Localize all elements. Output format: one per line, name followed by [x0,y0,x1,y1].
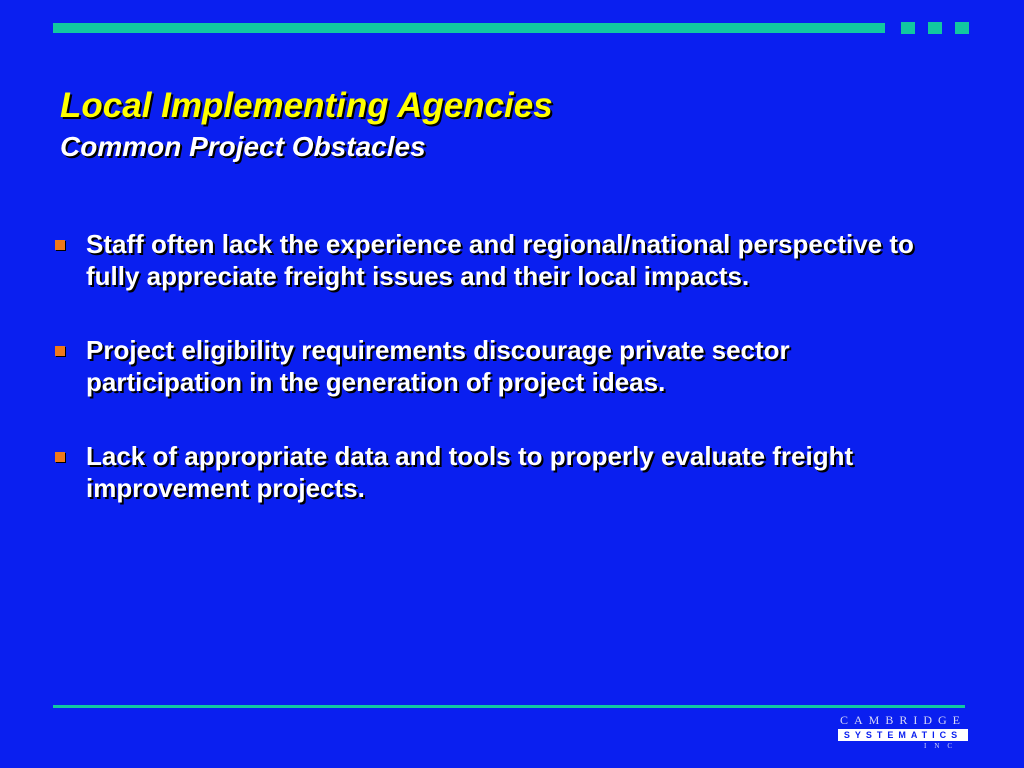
cambridge-systematics-logo [838,714,968,754]
bullet-text: Staff often lack the experience and regional/national perspective to fully appreciate freight issues and their local impacts. [86,229,914,291]
bottom-accent-bar [53,705,965,708]
square-bullet-icon [55,346,65,356]
bullet-item [55,228,935,292]
logo-wordmark-middle: SYSTEMATICS [838,729,968,741]
top-accent-square [901,22,915,34]
slide-subtitle: Common Project Obstacles [60,131,426,162]
logo-wordmark-bottom: INC [924,742,961,750]
logo-wordmark-top: CAMBRIDGE [839,713,966,727]
top-accent-square [955,22,969,34]
bullet-list [55,228,935,546]
slide-title: Local Implementing Agencies [60,86,553,125]
top-accent-square [928,22,942,34]
bullet-text: Project eligibility requirements discourage private sector participation in the generation of project ideas. [86,335,790,397]
bullet-item [55,440,935,504]
bullet-item [55,334,935,398]
square-bullet-icon [55,452,65,462]
square-bullet-icon [55,240,65,250]
top-accent-bar [53,23,885,33]
bullet-text: Lack of appropriate data and tools to properly evaluate freight improvement projects. [86,441,854,503]
